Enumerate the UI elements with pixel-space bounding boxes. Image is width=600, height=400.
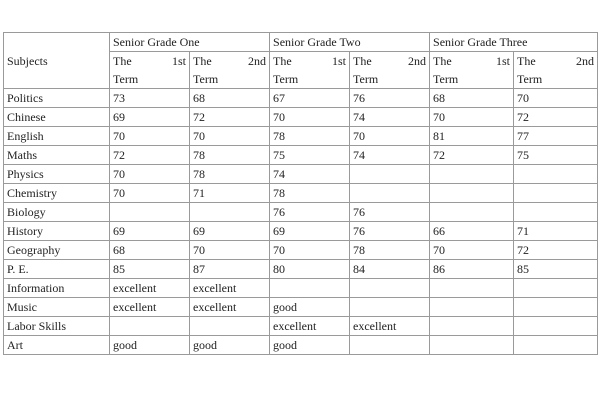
term-header-term: Term (113, 72, 139, 86)
score-cell (430, 279, 514, 298)
grades-table (3, 32, 598, 355)
subject-cell: Maths (4, 146, 110, 165)
table-row (4, 298, 598, 317)
subject-cell: Information (4, 279, 110, 298)
score-cell: 72 (190, 108, 270, 127)
table-row (4, 241, 598, 260)
term-header-word: The (273, 54, 292, 68)
score-cell (350, 298, 430, 317)
subject-cell: Labor Skills (4, 317, 110, 336)
subject-cell: Geography (4, 241, 110, 260)
grade-header-three: Senior Grade Three (430, 33, 598, 52)
subject-cell: Biology (4, 203, 110, 222)
score-cell (514, 203, 598, 222)
score-cell: 75 (514, 146, 598, 165)
grades-body (4, 89, 598, 355)
table-row (4, 108, 598, 127)
score-cell: good (110, 336, 190, 355)
score-cell (514, 165, 598, 184)
score-cell: 70 (110, 165, 190, 184)
score-cell (514, 184, 598, 203)
grade-header-two: Senior Grade Two (270, 33, 430, 52)
score-cell (430, 336, 514, 355)
table-row (4, 279, 598, 298)
subject-cell: English (4, 127, 110, 146)
score-cell: 76 (350, 89, 430, 108)
score-cell: 78 (270, 127, 350, 146)
score-cell (350, 165, 430, 184)
score-cell: 78 (190, 146, 270, 165)
grade-header-one: Senior Grade One (110, 33, 270, 52)
score-cell: 69 (110, 108, 190, 127)
term-header-ordinal: 1st (496, 54, 511, 68)
subjects-header: Subjects (4, 33, 110, 89)
score-cell (514, 279, 598, 298)
score-cell: 86 (430, 260, 514, 279)
score-cell (430, 317, 514, 336)
score-cell: 71 (514, 222, 598, 241)
term-header (110, 52, 190, 89)
score-cell (430, 298, 514, 317)
score-cell: 72 (430, 146, 514, 165)
term-header-ordinal: 1st (332, 54, 347, 68)
term-header-term: Term (273, 72, 299, 86)
score-cell: 66 (430, 222, 514, 241)
score-cell: 87 (190, 260, 270, 279)
score-cell: 69 (270, 222, 350, 241)
score-cell (110, 317, 190, 336)
score-cell (350, 336, 430, 355)
score-cell: 70 (514, 89, 598, 108)
score-cell: excellent (190, 298, 270, 317)
term-header-ordinal: 2nd (408, 54, 427, 68)
score-cell (430, 203, 514, 222)
subject-cell: P. E. (4, 260, 110, 279)
term-header (514, 52, 598, 89)
score-cell: 70 (190, 241, 270, 260)
score-cell: 81 (430, 127, 514, 146)
score-cell: 77 (514, 127, 598, 146)
table-row (4, 222, 598, 241)
score-cell: 68 (110, 241, 190, 260)
table-row (4, 203, 598, 222)
subject-cell: Physics (4, 165, 110, 184)
score-cell: 70 (350, 127, 430, 146)
score-cell: excellent (190, 279, 270, 298)
score-cell: 73 (110, 89, 190, 108)
score-cell: 72 (514, 108, 598, 127)
score-cell: 72 (110, 146, 190, 165)
term-header (270, 52, 350, 89)
score-cell: 75 (270, 146, 350, 165)
score-cell (190, 203, 270, 222)
table-row (4, 184, 598, 203)
term-header-ordinal: 2nd (248, 54, 267, 68)
score-cell: excellent (110, 279, 190, 298)
table-row (4, 89, 598, 108)
subject-cell: Chemistry (4, 184, 110, 203)
score-cell: excellent (270, 317, 350, 336)
term-header (190, 52, 270, 89)
score-cell: good (190, 336, 270, 355)
term-header-ordinal: 2nd (576, 54, 595, 68)
score-cell: 68 (430, 89, 514, 108)
term-header-word: The (433, 54, 452, 68)
score-cell: excellent (350, 317, 430, 336)
score-cell: 78 (270, 184, 350, 203)
subject-cell: Politics (4, 89, 110, 108)
score-cell: 76 (350, 203, 430, 222)
term-header-word: The (517, 54, 536, 68)
score-cell: 76 (350, 222, 430, 241)
score-cell: 71 (190, 184, 270, 203)
score-cell: 70 (270, 108, 350, 127)
table-row (4, 260, 598, 279)
subject-cell: Chinese (4, 108, 110, 127)
score-cell: 74 (350, 146, 430, 165)
score-cell: 74 (350, 108, 430, 127)
score-cell: 80 (270, 260, 350, 279)
score-cell: 69 (190, 222, 270, 241)
score-cell: 78 (190, 165, 270, 184)
score-cell: 70 (430, 241, 514, 260)
score-cell: 69 (110, 222, 190, 241)
term-header-ordinal: 1st (171, 54, 186, 68)
table-row (4, 336, 598, 355)
table-row (4, 165, 598, 184)
table-row (4, 317, 598, 336)
score-cell (514, 298, 598, 317)
score-cell (350, 184, 430, 203)
term-header-term: Term (193, 72, 219, 86)
term-header (430, 52, 514, 89)
score-cell (514, 336, 598, 355)
score-cell: 74 (270, 165, 350, 184)
term-header-word: The (193, 54, 212, 68)
table-row (4, 127, 598, 146)
score-cell (270, 279, 350, 298)
score-cell: good (270, 336, 350, 355)
term-header-word: The (353, 54, 372, 68)
score-cell: 85 (110, 260, 190, 279)
subject-cell: Art (4, 336, 110, 355)
score-cell: good (270, 298, 350, 317)
term-header-term: Term (433, 72, 459, 86)
score-cell (430, 165, 514, 184)
grade-header-row (4, 33, 598, 52)
score-cell: 70 (110, 127, 190, 146)
subject-cell: Music (4, 298, 110, 317)
table-row (4, 146, 598, 165)
term-header-word: The (113, 54, 132, 68)
score-cell: 85 (514, 260, 598, 279)
score-cell: 78 (350, 241, 430, 260)
score-cell: 70 (110, 184, 190, 203)
score-cell: 68 (190, 89, 270, 108)
score-cell: 70 (190, 127, 270, 146)
score-cell (110, 203, 190, 222)
score-cell: 70 (430, 108, 514, 127)
term-header-term: Term (353, 72, 379, 86)
score-cell: 70 (270, 241, 350, 260)
score-cell: excellent (110, 298, 190, 317)
term-header-term: Term (517, 72, 543, 86)
score-cell (430, 184, 514, 203)
score-cell: 72 (514, 241, 598, 260)
score-cell: 67 (270, 89, 350, 108)
subject-cell: History (4, 222, 110, 241)
score-cell: 84 (350, 260, 430, 279)
score-cell: 76 (270, 203, 350, 222)
term-header (350, 52, 430, 89)
score-cell (350, 279, 430, 298)
score-cell (514, 317, 598, 336)
score-cell (190, 317, 270, 336)
